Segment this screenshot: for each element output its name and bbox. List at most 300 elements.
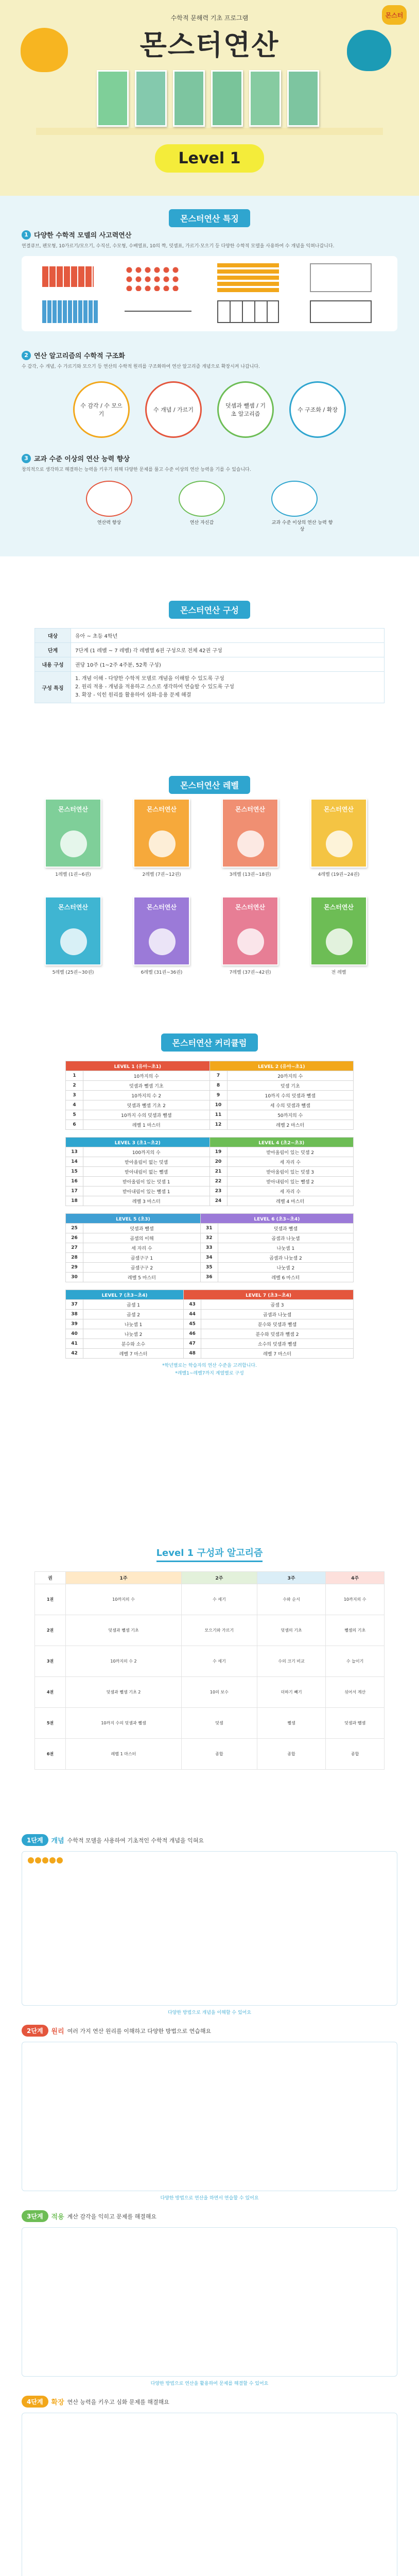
level-head: LEVEL 6 (초3~초4): [200, 1214, 353, 1224]
book-cover-title: 몬스터연산: [324, 904, 354, 911]
monster-face-icon: [326, 928, 353, 955]
book-topic: 10까지의 수: [83, 1071, 210, 1081]
table-row: [66, 1110, 354, 1120]
table-row: [66, 1310, 354, 1319]
feature-desc: 수 감각, 수 개념, 수 가르기와 모으기 등 연산의 수학적 원리를 구조화하여 연산 알고리즘 개념으로 확장시켜 나갑니다.: [22, 364, 260, 369]
icon-caption: 교과 수준 이상의 연산 능력 향상: [271, 520, 333, 532]
shelf-decoration: [36, 128, 383, 135]
book-cover-icon: [222, 896, 278, 965]
book-topic: 곱셈구구 1: [83, 1253, 201, 1263]
feature-desc: 창의적으로 생각하고 해결하는 능력을 키우기 위해 다양한 문제를 풀고 수준 이상의 연산 능력을 기를 수 있습니다.: [22, 467, 251, 472]
monster-face-icon: [237, 928, 264, 955]
book-number: 9: [210, 1091, 227, 1100]
stage-title: 계산 감각을 익히고 문제를 해결해요: [67, 2213, 157, 2220]
week-cell: 레벨 1 마스터: [66, 1739, 182, 1770]
stage-note: 다양한 방법으로 연산을 활용하여 문제를 해결할 수 있어요: [150, 2381, 269, 2386]
book-topic: 덧셈과 뺄셈: [83, 1224, 201, 1233]
book-topic: 받아내림이 없는 뺄셈: [83, 1167, 210, 1177]
stage-block: [22, 2210, 397, 2386]
book-number: 7: [210, 1071, 227, 1081]
book-topic: 나눗셈 2: [218, 1263, 353, 1273]
week-cell: 수 세기: [182, 1646, 257, 1677]
feature-item: [22, 453, 397, 532]
book-cover-icon: [310, 896, 367, 965]
feature-item: [22, 350, 397, 440]
hero-title: 몬스터연산: [139, 29, 280, 61]
stage-number: 4단계: [22, 2396, 48, 2408]
week-cell: 10의 보수: [182, 1677, 257, 1708]
table-row: [35, 643, 385, 657]
composition-section: [0, 587, 419, 742]
book-cover-icon: [135, 70, 167, 127]
table-row: [35, 672, 385, 703]
curriculum-tables: [65, 1061, 354, 1359]
stage-label: 적용: [51, 2213, 64, 2221]
book-topic: 10까지 수의 덧셈과 뺄셈: [227, 1091, 354, 1100]
curriculum-heading: 몬스터연산 커리큘럼: [161, 1033, 258, 1052]
week-cell: 덧셈과 뺄셈 기초: [66, 1615, 182, 1646]
book-label: 2권: [35, 1615, 66, 1646]
curriculum-note: *학년별로는 학습자의 연산 수준을 고려합니다.: [162, 1363, 257, 1368]
book-label: 6권: [35, 1739, 66, 1770]
level-head: LEVEL 5 (초3): [66, 1214, 201, 1224]
stage-example: [22, 2042, 397, 2191]
curriculum-header-row: [66, 1138, 354, 1147]
book-number: 39: [66, 1319, 83, 1329]
table-row: [66, 1177, 354, 1187]
book-number: 32: [200, 1233, 218, 1243]
book-number: 3: [66, 1091, 83, 1100]
feature-title: 연산 알고리즘의 수학적 구조화: [34, 352, 125, 360]
book-cover-icon: [310, 799, 367, 868]
book-number: 1: [66, 1071, 83, 1081]
book-number: 40: [66, 1329, 83, 1339]
curriculum-table: [65, 1213, 354, 1282]
number-line-icon: [125, 311, 191, 312]
book-topic: 곱셈의 이해: [83, 1233, 201, 1243]
level-head: LEVEL 2 (유아~초1): [210, 1061, 354, 1071]
stage-example: [22, 2413, 397, 2576]
book-number: 17: [66, 1187, 83, 1196]
book-topic: 받아올림이 있는 덧셈 2: [227, 1147, 354, 1157]
stage-example: [22, 2227, 397, 2377]
book-topic: 세 자리 수: [227, 1187, 354, 1196]
book-topic: 곱셈 3: [201, 1300, 354, 1310]
book-card: [209, 896, 291, 979]
book-label: 5권: [35, 1708, 66, 1739]
column-header: 1주: [66, 1572, 182, 1584]
book-topic: 받아올림이 있는 덧셈 1: [83, 1177, 210, 1187]
book-number: 30: [66, 1273, 83, 1282]
book-topic: 받아내림이 있는 뺄셈 1: [83, 1187, 210, 1196]
book-icon: [271, 481, 333, 532]
book-card: [120, 799, 203, 881]
book-number: 26: [66, 1233, 83, 1243]
book-cover-icon: [133, 799, 190, 868]
level-badge: Level 1: [155, 144, 265, 173]
table-row: [66, 1196, 354, 1206]
week-cell: 덧셈: [182, 1708, 257, 1739]
level-head: LEVEL 7 (초3~초4): [66, 1290, 184, 1300]
stages-section: [0, 1834, 419, 2576]
level-head: LEVEL 1 (유아~초1): [66, 1061, 210, 1071]
book-topic: 곱셈과 나눗셈: [218, 1233, 353, 1243]
book-topic: 덧셈과 뺄셈 기초 2: [83, 1100, 210, 1110]
book-topic: 나눗셈 1: [218, 1243, 353, 1253]
book-topic: 레벨 5 마스터: [83, 1273, 201, 1282]
week-cell: 종합: [326, 1739, 385, 1770]
book-label: 1권: [35, 1584, 66, 1615]
book-cover-title: 몬스터연산: [324, 806, 354, 813]
book-topic: 곱셈 2: [83, 1310, 184, 1319]
book-number: 21: [210, 1167, 227, 1177]
stage-label: 원리: [51, 2028, 64, 2036]
week-cell: 덧셈의 기초: [257, 1615, 326, 1646]
book-cover-icon: [211, 70, 243, 127]
monster-face-icon: [149, 831, 176, 857]
row-value: 권당 10주 (1~2주 4주분, 52쪽 구성): [71, 657, 385, 672]
table-row: [66, 1253, 354, 1263]
table-row: [35, 1708, 385, 1739]
table-row: [66, 1300, 354, 1310]
book-cover-title: 몬스터연산: [147, 806, 177, 813]
stage-note: 다양한 방법으로 연산을 하면서 연습할 수 있어요: [160, 2196, 259, 2201]
stage-block: [22, 2396, 397, 2576]
table-row: [35, 1739, 385, 1770]
number-card-icon: [310, 263, 372, 292]
dice-icon: [310, 300, 372, 323]
table-row: [35, 657, 385, 672]
table-row: [66, 1339, 354, 1349]
monster-face-icon: [237, 831, 264, 857]
book-number: 44: [184, 1310, 201, 1319]
book-topic: 20까지의 수: [227, 1071, 354, 1081]
stage-number: 1단계: [22, 1834, 48, 1846]
week-cell: 덧셈과 뺄셈: [326, 1708, 385, 1739]
feature-desc: 연결큐브, 펜모형, 10가르기/모으기, 수직선, 수모형, 수배열표, 10의 짝, 덧셈표, 가르기·모으기 등 다양한 수학적 모델을 사용하여 수 개념을 익혀나갑니다.: [22, 244, 335, 249]
book-topic: 곱셈 1: [83, 1300, 184, 1310]
level1-header-row: [35, 1572, 385, 1584]
book-card: [32, 799, 114, 881]
table-row: [66, 1100, 354, 1110]
row-key: 대상: [35, 629, 71, 643]
week-cell: 수와 순서: [257, 1584, 326, 1615]
stage-title: 수학적 모델을 사용하여 기초적인 수학적 개념을 익혀요: [67, 1837, 204, 1844]
book-number: 24: [210, 1196, 227, 1206]
week-cell: 모으기와 가르기: [182, 1615, 257, 1646]
book-topic: 세 수의 덧셈과 뺄셈: [227, 1100, 354, 1110]
curriculum-table: [65, 1061, 354, 1130]
book-number: 25: [66, 1224, 83, 1233]
book-number: 29: [66, 1263, 83, 1273]
stage-label: 확장: [51, 2399, 64, 2406]
book-number: 19: [210, 1147, 227, 1157]
monster-face-icon: [60, 928, 87, 955]
book-topic: 덧셈과 뺄셈: [218, 1224, 353, 1233]
week-cell: 10까지의 수: [326, 1584, 385, 1615]
book-number: 31: [200, 1224, 218, 1233]
book-number: 8: [210, 1081, 227, 1091]
week-cell: 종합: [182, 1739, 257, 1770]
week-cell: 수의 크기 비교: [257, 1646, 326, 1677]
book-number: 10: [210, 1100, 227, 1110]
book-topic: 덧셈과 뺄셈 기초: [83, 1081, 210, 1091]
table-row: [35, 1677, 385, 1708]
flow-step: 덧셈과 뺄셈 / 기초 알고리즘: [217, 381, 274, 438]
book-topic: 레벨 2 마스터: [227, 1120, 354, 1130]
level1-table: [34, 1571, 385, 1770]
math-model-illustrations: [22, 256, 397, 331]
row-key: 단계: [35, 643, 71, 657]
monster-confidence-icon: [179, 481, 225, 532]
book-topic: 받아내림이 있는 뺄셈 2: [227, 1177, 354, 1187]
book-number: 38: [66, 1310, 83, 1319]
book-topic: 받아올림이 없는 덧셈: [83, 1157, 210, 1167]
curriculum-note: *레벨1~레벨7까지 계열별로 구성: [175, 1371, 244, 1376]
dot-array-icon: [125, 265, 181, 291]
book-number: 20: [210, 1157, 227, 1167]
bead-frame-icon: [217, 263, 279, 292]
feature-number: 2: [22, 351, 31, 360]
book-number: 27: [66, 1243, 83, 1253]
book-number: 23: [210, 1187, 227, 1196]
table-row: [66, 1273, 354, 1282]
book-caption: 5레벨 (25권~30권): [52, 970, 94, 975]
book-caption: 6레벨 (31권~36권): [141, 970, 183, 975]
hero-subtitle: 수학적 문해력 기초 프로그램: [170, 14, 249, 22]
book-topic: 레벨 3 마스터: [83, 1196, 210, 1206]
stage-example: [22, 1851, 397, 2006]
book-number: 4: [66, 1100, 83, 1110]
book-topic: 10까지 수의 덧셈과 뺄셈: [83, 1110, 210, 1120]
column-header: 2주: [182, 1572, 257, 1584]
book-topic: 분수와 소수: [83, 1339, 184, 1349]
curriculum-header-row: [66, 1061, 354, 1071]
book-topic: 나눗셈 2: [83, 1329, 184, 1339]
level1-heading: Level 1 구성과 알고리즘: [156, 1548, 263, 1562]
book-number: 43: [184, 1300, 201, 1310]
book-number: 22: [210, 1177, 227, 1187]
table-row: [35, 629, 385, 643]
column-header: 권: [35, 1572, 66, 1584]
book-number: 48: [184, 1349, 201, 1359]
book-topic: 레벨 6 마스터: [218, 1273, 353, 1282]
book-topic: 레벨 4 마스터: [227, 1196, 354, 1206]
book-number: 13: [66, 1147, 83, 1157]
book-number: 37: [66, 1300, 83, 1310]
book-topic: 세 자리 수: [227, 1157, 354, 1167]
column-header: 4주: [326, 1572, 385, 1584]
week-cell: 수 늘이기: [326, 1646, 385, 1677]
algorithm-flow: [22, 379, 397, 440]
book-number: 6: [66, 1120, 83, 1130]
book-number: 47: [184, 1339, 201, 1349]
growth-chart-icon: [86, 481, 132, 532]
flow-step: 수 개념 / 가르기: [145, 381, 202, 438]
stage-number: 2단계: [22, 2025, 48, 2037]
stage-number: 3단계: [22, 2210, 48, 2222]
book-number: 36: [200, 1273, 218, 1282]
stage-note: 다양한 방법으로 개념을 이해할 수 있어요: [167, 2010, 252, 2015]
feature-number: 1: [22, 230, 31, 240]
table-row: [66, 1187, 354, 1196]
table-row: [66, 1319, 354, 1329]
table-row: [66, 1071, 354, 1081]
row-value: 7단계 (1 레벨 ~ 7 레벨) 각 레벨별 6권 구성으로 전체 42권 구성: [71, 643, 385, 657]
feature-title: 다양한 수학적 모델의 사고력연산: [34, 232, 132, 240]
row-key: 내용 구성: [35, 657, 71, 672]
stage-block: [22, 2025, 397, 2201]
book-cover-title: 몬스터연산: [58, 806, 88, 813]
book-number: 34: [200, 1253, 218, 1263]
book-number: 18: [66, 1196, 83, 1206]
book-topic: 100까지의 수: [83, 1147, 210, 1157]
table-row: [66, 1243, 354, 1253]
book-cover-icon: [45, 799, 101, 868]
book-caption: 2레벨 (7권~12권): [142, 872, 181, 877]
book-topic: 레벨 7 마스터: [201, 1349, 354, 1359]
book-cover-icon: [173, 70, 205, 127]
book-set-illustration: [0, 61, 419, 135]
table-row: [66, 1120, 354, 1130]
week-cell: 뺄셈: [257, 1708, 326, 1739]
stage-title: 여러 가지 연산 원리를 이해하고 다양한 방법으로 연습해요: [67, 2027, 212, 2035]
book-number: 16: [66, 1177, 83, 1187]
table-row: [66, 1157, 354, 1167]
monster-face-icon: [326, 831, 353, 857]
curriculum-table: [65, 1137, 354, 1206]
curriculum-section: [0, 1020, 419, 1515]
icon-caption: 연산 자신감: [189, 520, 214, 526]
base-ten-blocks-icon: [42, 300, 99, 323]
level1-section: [0, 1546, 419, 1814]
features-heading: 몬스터연산 특징: [169, 209, 250, 227]
book-number: 28: [66, 1253, 83, 1263]
book-number: 45: [184, 1319, 201, 1329]
book-topic: 덧셈 기초: [227, 1081, 354, 1091]
week-cell: 뺄셈의 기초: [326, 1615, 385, 1646]
dot-counting-example: [27, 1857, 392, 1866]
book-topic: 50까지의 수: [227, 1110, 354, 1120]
monster-face-icon: [149, 928, 176, 955]
book-topic: 분수와 덧셈과 뺄셈: [201, 1319, 354, 1329]
book-cover-icon: [45, 896, 101, 965]
week-cell: 섞어서 계산: [326, 1677, 385, 1708]
level-head: LEVEL 4 (초2~초3): [210, 1138, 354, 1147]
book-cover-icon: [287, 70, 319, 127]
book-topic: 나눗셈 1: [83, 1319, 184, 1329]
book-label: 4권: [35, 1677, 66, 1708]
stage-title: 연산 능력을 키우고 심화 문제를 해결해요: [67, 2398, 169, 2405]
book-caption: 3레벨 (13권~18권): [229, 872, 271, 877]
stage-block: [22, 1834, 397, 2015]
book-cover-icon: [133, 896, 190, 965]
book-card: [298, 799, 380, 881]
book-cover-title: 몬스터연산: [235, 806, 265, 813]
book-number: 12: [210, 1120, 227, 1130]
book-number: 33: [200, 1243, 218, 1253]
book-topic: 받아올림이 있는 덧셈 3: [227, 1167, 354, 1177]
table-row: [35, 1584, 385, 1615]
book-card: [32, 896, 114, 979]
book-number: 42: [66, 1349, 83, 1359]
book-caption: 4레벨 (19권~24권): [318, 872, 360, 877]
book-cover-title: 몬스터연산: [235, 904, 265, 911]
book-cover-title: 몬스터연산: [147, 904, 177, 911]
book-topic: 곱셈구구 2: [83, 1263, 201, 1273]
improvement-icons: [22, 481, 397, 532]
book-cover-icon: [97, 70, 129, 127]
book-card: [120, 896, 203, 979]
table-row: [35, 1646, 385, 1677]
book-number: 5: [66, 1110, 83, 1120]
monster-face-icon: [60, 831, 87, 857]
book-topic: 레벨 7 마스터: [83, 1349, 184, 1359]
week-cell: 10까지 수의 덧셈과 뺄셈: [66, 1708, 182, 1739]
book-caption: 1레벨 (1권~6권): [55, 872, 91, 877]
table-row: [66, 1091, 354, 1100]
column-header: 3주: [257, 1572, 326, 1584]
book-cover-title: 몬스터연산: [58, 904, 88, 911]
table-row: [66, 1233, 354, 1243]
ten-frame-icon: [217, 300, 279, 323]
week-cell: 10까지의 수: [66, 1584, 182, 1615]
level-head: LEVEL 7 (초3~초4): [184, 1290, 354, 1300]
book-number: 35: [200, 1263, 218, 1273]
week-cell: 더하기 빼기: [257, 1677, 326, 1708]
book-number: 11: [210, 1110, 227, 1120]
table-row: [66, 1167, 354, 1177]
table-row: [66, 1147, 354, 1157]
week-cell: 종합: [257, 1739, 326, 1770]
feature-item: [22, 230, 397, 331]
table-row: [66, 1349, 354, 1359]
flow-step: 수 구조화 / 확장: [289, 381, 346, 438]
book-topic: 분수와 덧셈과 뺄셈 2: [201, 1329, 354, 1339]
feature-number: 3: [22, 454, 31, 463]
book-number: 14: [66, 1157, 83, 1167]
row-value: 유아 ~ 초등 4학년: [71, 629, 385, 643]
lineup-section: [0, 762, 419, 1005]
row-value: 1. 개념 이해 - 다양한 수학적 모델로 개념을 이해할 수 있도록 구성 2. 원리 적용 - 개념을 적용하고 스스로 생각하여 연습할 수 있도록 구성 3. 확장 - 익힌 원리를 활용하여 심화·응용 문제 해결: [71, 672, 385, 703]
feature-title: 교과 수준 이상의 연산 능력 향상: [34, 455, 130, 463]
week-cell: 수 세기: [182, 1584, 257, 1615]
book-caption: 전 레벨: [331, 970, 346, 975]
level-banner: [0, 135, 419, 196]
curriculum-header-row: [66, 1290, 354, 1300]
curriculum-header-row: [66, 1214, 354, 1224]
book-topic: 레벨 1 마스터: [83, 1120, 210, 1130]
book-number: 2: [66, 1081, 83, 1091]
table-row: [35, 1615, 385, 1646]
book-topic: 곱셈과 나눗셈: [201, 1310, 354, 1319]
book-number: 15: [66, 1167, 83, 1177]
table-row: [66, 1263, 354, 1273]
level-head: LEVEL 3 (초1~초2): [66, 1138, 210, 1147]
book-topic: 10까지의 수 2: [83, 1091, 210, 1100]
week-cell: 10까지의 수 2: [66, 1646, 182, 1677]
curriculum-table: [65, 1290, 354, 1359]
table-row: [66, 1081, 354, 1091]
hero-header: [0, 0, 419, 135]
book-cover-icon: [222, 799, 278, 868]
book-card: [298, 896, 380, 979]
lineup-heading: 몬스터연산 레벨: [169, 776, 250, 794]
composition-table: [34, 628, 385, 703]
stage-label: 개념: [51, 1837, 64, 1845]
brand-logo: 몬스터: [382, 5, 407, 25]
table-row: [66, 1224, 354, 1233]
